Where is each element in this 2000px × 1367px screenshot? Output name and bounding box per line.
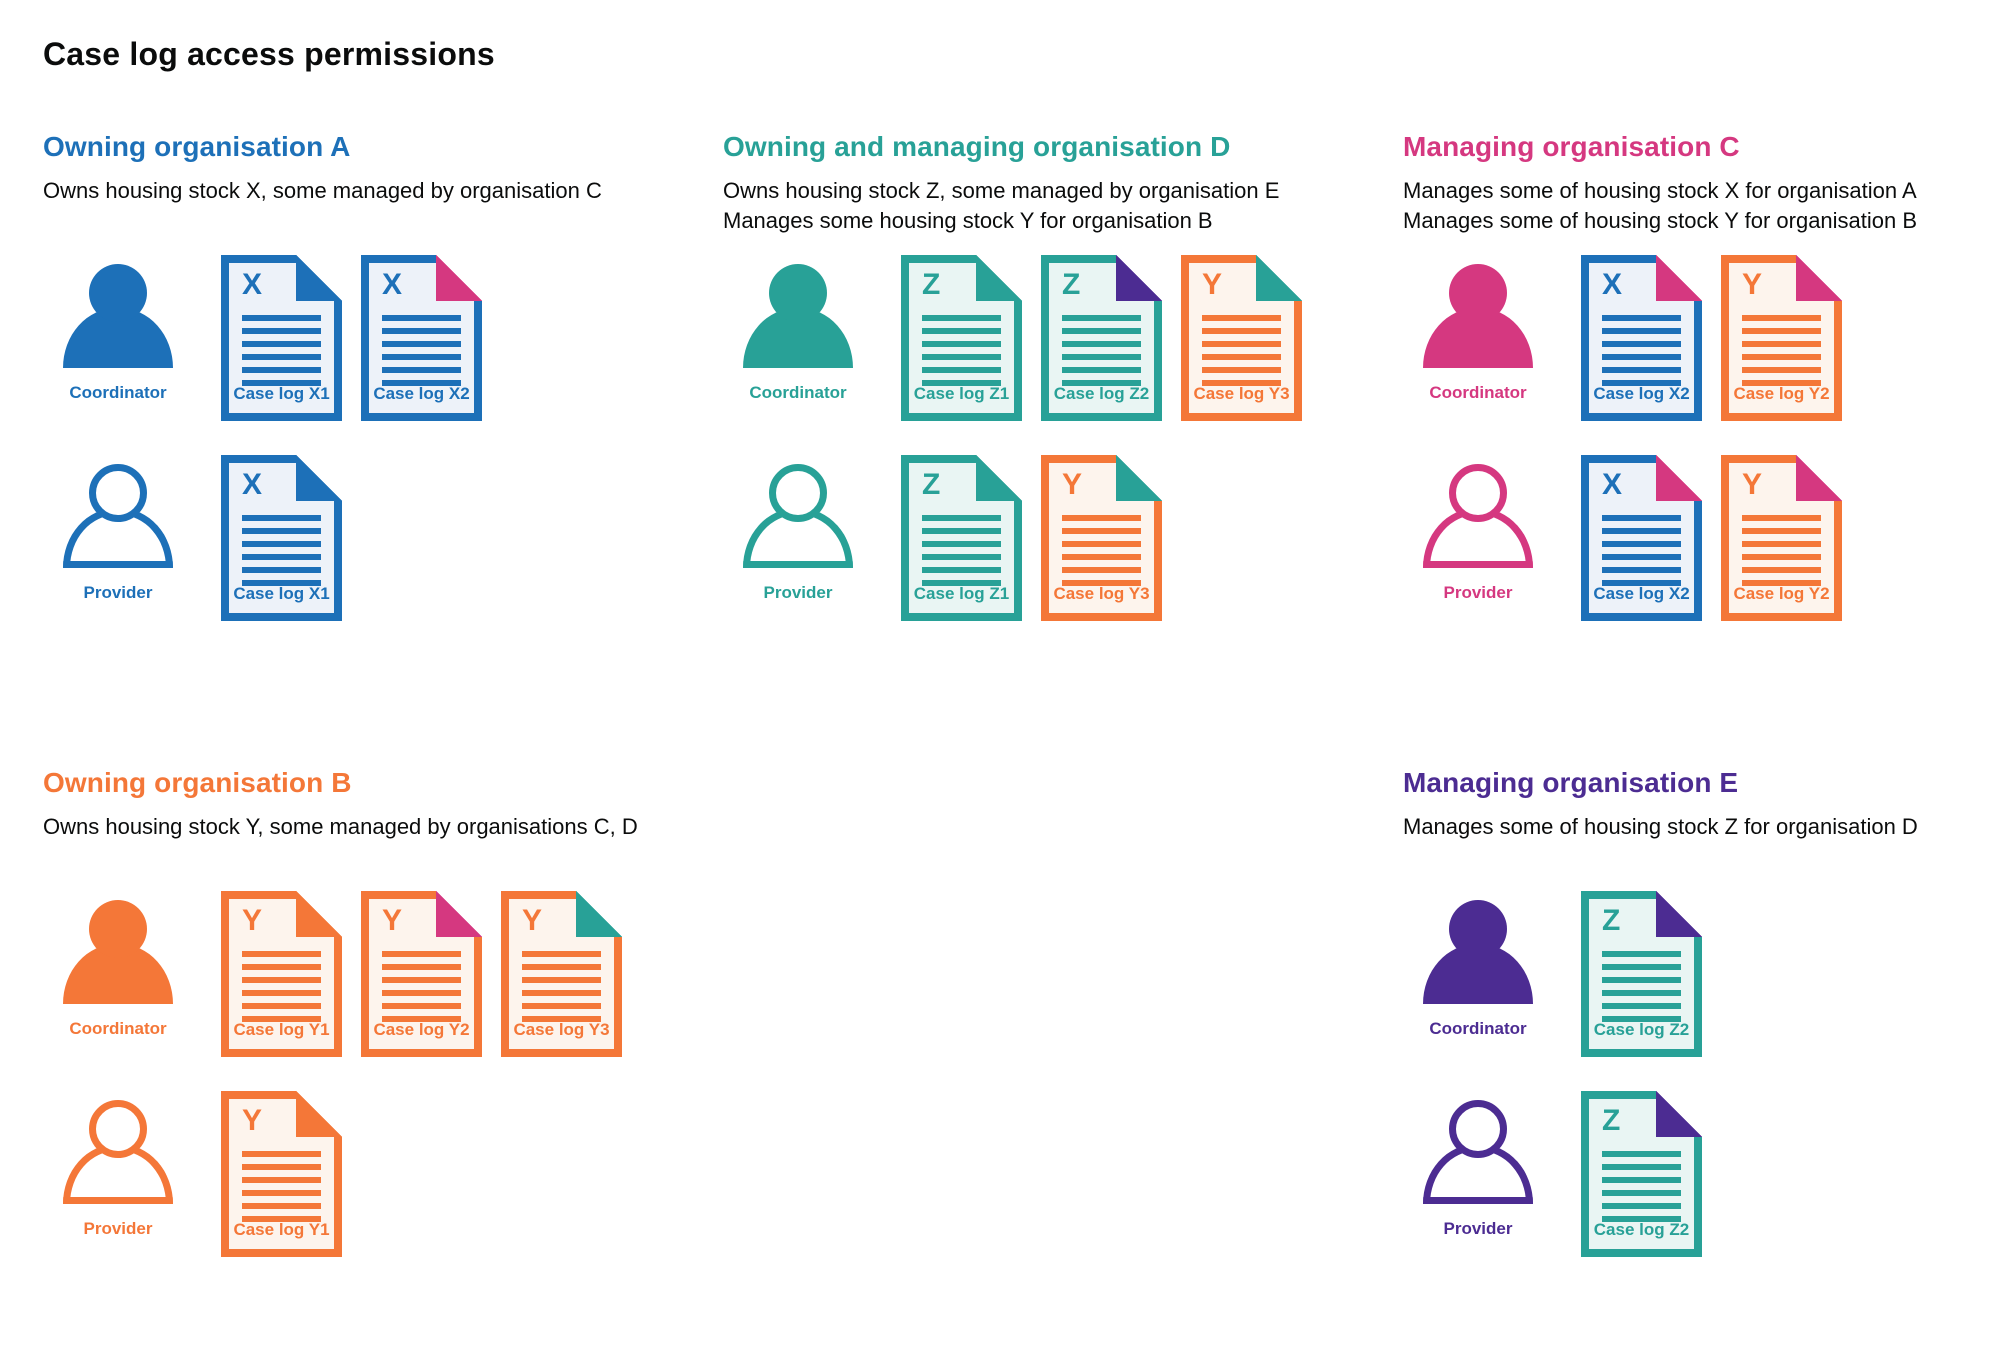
doc-text-line bbox=[1062, 554, 1141, 560]
section-description bbox=[43, 812, 723, 874]
doc-text-line bbox=[382, 1003, 461, 1009]
doc-text-line bbox=[242, 990, 321, 996]
doc-text-lines bbox=[522, 951, 601, 1022]
doc-label: Case log Y3 bbox=[1193, 384, 1290, 403]
doc-text-line bbox=[242, 554, 321, 560]
coordinator-row bbox=[43, 891, 723, 1057]
provider-icon bbox=[1422, 1100, 1534, 1204]
person-head-shape bbox=[1449, 900, 1507, 958]
case-log-docs bbox=[1581, 255, 1842, 421]
doc-text-line bbox=[522, 977, 601, 983]
doc-text-line bbox=[1062, 341, 1141, 347]
doc-text-line bbox=[1602, 367, 1681, 373]
doc-stock-letter: Z bbox=[1602, 1104, 1621, 1137]
provider-block bbox=[723, 464, 873, 603]
section-title: Owning organisation B bbox=[43, 767, 352, 798]
case-log-docs bbox=[1581, 1091, 1702, 1257]
doc-text-line bbox=[1062, 367, 1141, 373]
doc-label: Case log X2 bbox=[1593, 384, 1690, 403]
page-title: Case log access permissions bbox=[43, 36, 495, 72]
doc-text-line bbox=[922, 367, 1001, 373]
case-log-docs bbox=[1581, 891, 1702, 1057]
doc-text-line bbox=[1602, 977, 1681, 983]
section-title: Owning organisation A bbox=[43, 131, 351, 162]
doc-text-line bbox=[242, 367, 321, 373]
doc-text-line bbox=[1742, 528, 1821, 534]
doc-text-lines bbox=[1602, 515, 1681, 586]
case-log-docs bbox=[1581, 455, 1842, 621]
coordinator-icon bbox=[62, 900, 174, 1004]
doc-text-line bbox=[242, 1164, 321, 1170]
doc-label: Case log X2 bbox=[373, 384, 470, 403]
doc-label: Case log Z2 bbox=[1593, 1220, 1690, 1239]
doc-text-lines bbox=[1602, 951, 1681, 1022]
doc-stock-letter: Y bbox=[522, 904, 543, 937]
role-label: Provider bbox=[83, 1219, 153, 1238]
folded-corner-icon bbox=[1656, 455, 1702, 501]
doc-text-line bbox=[1602, 554, 1681, 560]
folded-corner-icon bbox=[436, 255, 482, 301]
doc-text-lines bbox=[242, 951, 321, 1022]
provider-icon bbox=[1422, 464, 1534, 568]
org-section-owning-organisation-b bbox=[43, 767, 723, 1327]
doc-text-line bbox=[242, 354, 321, 360]
doc-text-line bbox=[382, 328, 461, 334]
doc-text-line bbox=[242, 977, 321, 983]
doc-text-lines bbox=[382, 315, 461, 386]
description-line: Manages some housing stock Y for organisation B bbox=[723, 208, 1213, 233]
role-label: Provider bbox=[83, 583, 153, 602]
doc-text-line bbox=[242, 328, 321, 334]
provider-row bbox=[43, 1091, 723, 1257]
doc-text-line bbox=[1742, 328, 1821, 334]
doc-text-line bbox=[522, 990, 601, 996]
doc-text-line bbox=[242, 541, 321, 547]
doc-text-lines bbox=[242, 1151, 321, 1222]
doc-text-line bbox=[382, 964, 461, 970]
doc-text-line bbox=[242, 1003, 321, 1009]
provider-row bbox=[723, 455, 1403, 621]
org-section-owning-organisation-a bbox=[43, 131, 723, 691]
doc-text-line bbox=[1062, 515, 1141, 521]
case-log-doc bbox=[1581, 255, 1702, 421]
provider-icon bbox=[62, 1100, 174, 1204]
coordinator-row bbox=[1403, 255, 2000, 421]
doc-text-line bbox=[1062, 541, 1141, 547]
doc-text-line bbox=[1202, 315, 1281, 321]
doc-text-line bbox=[1602, 964, 1681, 970]
case-log-doc bbox=[221, 255, 342, 421]
section-description bbox=[723, 176, 1403, 238]
doc-label: Case log Y3 bbox=[513, 1020, 610, 1039]
permission-rows bbox=[43, 891, 723, 1257]
doc-text-line bbox=[922, 528, 1001, 534]
sections-grid bbox=[43, 131, 1980, 1327]
case-log-doc bbox=[1181, 255, 1302, 421]
doc-text-line bbox=[922, 354, 1001, 360]
doc-text-lines bbox=[1602, 315, 1681, 386]
doc-text-lines bbox=[1062, 315, 1141, 386]
doc-text-line bbox=[1602, 315, 1681, 321]
doc-label: Case log Y1 bbox=[233, 1220, 330, 1239]
doc-text-line bbox=[1602, 567, 1681, 573]
doc-text-line bbox=[1742, 341, 1821, 347]
doc-label: Case log Y1 bbox=[233, 1020, 330, 1039]
doc-text-line bbox=[1062, 528, 1141, 534]
doc-label: Case log Z2 bbox=[1053, 384, 1150, 403]
case-log-docs bbox=[221, 455, 342, 621]
case-log-doc bbox=[221, 891, 342, 1057]
doc-stock-letter: Y bbox=[242, 904, 263, 937]
description-line: Owns housing stock X, some managed by organisation C bbox=[43, 178, 602, 203]
doc-text-line bbox=[1602, 341, 1681, 347]
description-line: Manages some of housing stock Y for organisation B bbox=[1403, 208, 1918, 233]
folded-corner-icon bbox=[1116, 455, 1162, 501]
folded-corner-icon bbox=[296, 455, 342, 501]
doc-text-lines bbox=[1602, 1151, 1681, 1222]
doc-text-line bbox=[1602, 515, 1681, 521]
case-log-docs bbox=[901, 455, 1162, 621]
doc-stock-letter: Z bbox=[922, 468, 941, 501]
person-head-shape bbox=[1449, 464, 1507, 522]
coordinator-block bbox=[1403, 264, 1553, 403]
doc-label: Case log X1 bbox=[233, 584, 330, 603]
case-log-doc bbox=[1041, 255, 1162, 421]
doc-label: Case log X1 bbox=[233, 384, 330, 403]
coordinator-block bbox=[1403, 900, 1553, 1039]
doc-label: Case log Y2 bbox=[1733, 584, 1830, 603]
doc-stock-letter: Y bbox=[1742, 468, 1763, 501]
folded-corner-icon bbox=[296, 255, 342, 301]
doc-text-line bbox=[1602, 528, 1681, 534]
doc-label: Case log Y3 bbox=[1053, 584, 1150, 603]
doc-text-line bbox=[242, 1177, 321, 1183]
doc-text-line bbox=[1742, 554, 1821, 560]
case-log-docs bbox=[221, 1091, 342, 1257]
folded-corner-icon bbox=[1796, 455, 1842, 501]
section-title: Managing organisation E bbox=[1403, 767, 1739, 798]
doc-text-line bbox=[922, 341, 1001, 347]
doc-text-lines bbox=[1742, 515, 1821, 586]
folded-corner-icon bbox=[1116, 255, 1162, 301]
doc-text-line bbox=[522, 1003, 601, 1009]
doc-text-line bbox=[1742, 315, 1821, 321]
doc-text-lines bbox=[922, 515, 1001, 586]
doc-label: Case log Z2 bbox=[1593, 1020, 1690, 1039]
doc-text-line bbox=[1602, 951, 1681, 957]
doc-text-line bbox=[1602, 990, 1681, 996]
folded-corner-icon bbox=[1656, 255, 1702, 301]
doc-text-line bbox=[382, 354, 461, 360]
doc-text-line bbox=[1602, 1164, 1681, 1170]
doc-text-lines bbox=[382, 951, 461, 1022]
doc-text-line bbox=[922, 541, 1001, 547]
permission-rows bbox=[723, 255, 1403, 621]
doc-text-line bbox=[922, 315, 1001, 321]
doc-stock-letter: Y bbox=[382, 904, 403, 937]
doc-text-line bbox=[1742, 567, 1821, 573]
doc-stock-letter: Z bbox=[1602, 904, 1621, 937]
doc-stock-letter: Y bbox=[1202, 268, 1223, 301]
person-head-shape bbox=[89, 264, 147, 322]
doc-text-line bbox=[1602, 354, 1681, 360]
doc-text-line bbox=[922, 567, 1001, 573]
doc-text-line bbox=[382, 951, 461, 957]
provider-icon bbox=[62, 464, 174, 568]
case-log-doc bbox=[1721, 455, 1842, 621]
person-head-shape bbox=[1449, 264, 1507, 322]
doc-text-line bbox=[1602, 328, 1681, 334]
org-section-owning-and-managing-organisation-d bbox=[723, 131, 1403, 691]
role-label: Coordinator bbox=[749, 383, 847, 402]
doc-label: Case log Y2 bbox=[373, 1020, 470, 1039]
doc-stock-letter: Z bbox=[1062, 268, 1081, 301]
person-head-shape bbox=[1449, 1100, 1507, 1158]
coordinator-icon bbox=[742, 264, 854, 368]
person-head-shape bbox=[89, 464, 147, 522]
folded-corner-icon bbox=[296, 1091, 342, 1137]
doc-text-line bbox=[242, 515, 321, 521]
folded-corner-icon bbox=[1656, 891, 1702, 937]
folded-corner-icon bbox=[976, 255, 1022, 301]
case-log-docs bbox=[221, 891, 622, 1057]
folded-corner-icon bbox=[1256, 255, 1302, 301]
doc-text-line bbox=[382, 977, 461, 983]
case-log-doc bbox=[501, 891, 622, 1057]
org-section-managing-organisation-c bbox=[1403, 131, 2000, 691]
doc-text-line bbox=[922, 515, 1001, 521]
doc-text-line bbox=[1742, 541, 1821, 547]
provider-row bbox=[1403, 455, 2000, 621]
doc-stock-letter: X bbox=[382, 268, 403, 301]
doc-stock-letter: Z bbox=[922, 268, 941, 301]
role-label: Provider bbox=[763, 583, 833, 602]
coordinator-block bbox=[723, 264, 873, 403]
doc-text-line bbox=[1062, 354, 1141, 360]
doc-label: Case log Y2 bbox=[1733, 384, 1830, 403]
doc-text-line bbox=[382, 341, 461, 347]
coordinator-icon bbox=[1422, 900, 1534, 1004]
doc-text-line bbox=[922, 554, 1001, 560]
description-line: Manages some of housing stock X for organisation A bbox=[1403, 178, 1917, 203]
doc-text-lines bbox=[242, 315, 321, 386]
provider-row bbox=[43, 455, 723, 621]
provider-block bbox=[1403, 464, 1553, 603]
doc-text-line bbox=[1602, 1177, 1681, 1183]
provider-row bbox=[1403, 1091, 2000, 1257]
section-description bbox=[1403, 812, 2000, 874]
folded-corner-icon bbox=[576, 891, 622, 937]
doc-stock-letter: Y bbox=[242, 1104, 263, 1137]
doc-text-lines bbox=[1062, 515, 1141, 586]
provider-block bbox=[43, 1100, 193, 1239]
permission-rows bbox=[1403, 255, 2000, 621]
section-title: Managing organisation C bbox=[1403, 131, 1740, 162]
doc-text-line bbox=[382, 367, 461, 373]
role-label: Provider bbox=[1443, 1219, 1513, 1238]
doc-label: Case log X2 bbox=[1593, 584, 1690, 603]
section-description bbox=[1403, 176, 2000, 238]
doc-text-line bbox=[1742, 354, 1821, 360]
doc-text-lines bbox=[1742, 315, 1821, 386]
coordinator-row bbox=[1403, 891, 2000, 1057]
coordinator-icon bbox=[62, 264, 174, 368]
doc-text-lines bbox=[1202, 315, 1281, 386]
case-log-docs bbox=[221, 255, 482, 421]
person-head-shape bbox=[769, 464, 827, 522]
provider-block bbox=[43, 464, 193, 603]
person-head-shape bbox=[89, 900, 147, 958]
coordinator-icon bbox=[1422, 264, 1534, 368]
doc-text-line bbox=[1602, 1003, 1681, 1009]
doc-stock-letter: X bbox=[1602, 268, 1623, 301]
doc-label: Case log Z1 bbox=[913, 384, 1010, 403]
doc-text-line bbox=[242, 964, 321, 970]
permission-rows bbox=[43, 255, 723, 621]
case-log-doc bbox=[1581, 1091, 1702, 1257]
case-log-doc bbox=[901, 455, 1022, 621]
doc-stock-letter: X bbox=[1602, 468, 1623, 501]
doc-text-line bbox=[1202, 328, 1281, 334]
role-label: Coordinator bbox=[1429, 1019, 1527, 1038]
role-label: Coordinator bbox=[1429, 383, 1527, 402]
doc-text-line bbox=[1062, 328, 1141, 334]
doc-text-line bbox=[1602, 1203, 1681, 1209]
doc-text-line bbox=[1062, 567, 1141, 573]
description-line: Manages some of housing stock Z for organisation D bbox=[1403, 814, 1918, 839]
doc-text-line bbox=[242, 1203, 321, 1209]
doc-text-line bbox=[522, 964, 601, 970]
doc-stock-letter: Y bbox=[1742, 268, 1763, 301]
folded-corner-icon bbox=[1656, 1091, 1702, 1137]
coordinator-row bbox=[723, 255, 1403, 421]
coordinator-block bbox=[43, 900, 193, 1039]
doc-text-lines bbox=[922, 315, 1001, 386]
doc-text-line bbox=[242, 528, 321, 534]
doc-text-lines bbox=[242, 515, 321, 586]
case-log-doc bbox=[1041, 455, 1162, 621]
doc-text-line bbox=[1062, 315, 1141, 321]
doc-text-line bbox=[1202, 354, 1281, 360]
doc-label: Case log Z1 bbox=[913, 584, 1010, 603]
doc-text-line bbox=[1202, 341, 1281, 347]
role-label: Provider bbox=[1443, 583, 1513, 602]
role-label: Coordinator bbox=[69, 1019, 167, 1038]
section-description bbox=[43, 176, 723, 238]
folded-corner-icon bbox=[976, 455, 1022, 501]
coordinator-block bbox=[43, 264, 193, 403]
doc-text-line bbox=[922, 328, 1001, 334]
case-log-doc bbox=[1581, 891, 1702, 1057]
case-log-doc bbox=[901, 255, 1022, 421]
doc-text-line bbox=[1742, 515, 1821, 521]
permission-rows bbox=[1403, 891, 2000, 1257]
case-log-doc bbox=[221, 1091, 342, 1257]
doc-text-line bbox=[242, 951, 321, 957]
doc-text-line bbox=[242, 315, 321, 321]
coordinator-row bbox=[43, 255, 723, 421]
role-label: Coordinator bbox=[69, 383, 167, 402]
case-log-doc bbox=[361, 891, 482, 1057]
doc-text-line bbox=[382, 315, 461, 321]
section-title: Owning and managing organisation D bbox=[723, 131, 1231, 162]
description-line: Owns housing stock Y, some managed by organisations C, D bbox=[43, 814, 638, 839]
doc-text-line bbox=[1202, 367, 1281, 373]
doc-text-line bbox=[1742, 367, 1821, 373]
provider-block bbox=[1403, 1100, 1553, 1239]
case-log-doc bbox=[1721, 255, 1842, 421]
description-line: Owns housing stock Z, some managed by organisation E bbox=[723, 178, 1280, 203]
doc-stock-letter: Y bbox=[1062, 468, 1083, 501]
provider-icon bbox=[742, 464, 854, 568]
doc-text-line bbox=[522, 951, 601, 957]
folded-corner-icon bbox=[296, 891, 342, 937]
case-log-doc bbox=[1581, 455, 1702, 621]
person-head-shape bbox=[89, 1100, 147, 1158]
doc-stock-letter: X bbox=[242, 268, 263, 301]
doc-text-line bbox=[1602, 541, 1681, 547]
doc-text-line bbox=[1602, 1151, 1681, 1157]
doc-text-line bbox=[242, 1190, 321, 1196]
folded-corner-icon bbox=[436, 891, 482, 937]
case-log-doc bbox=[361, 255, 482, 421]
doc-text-line bbox=[1602, 1190, 1681, 1196]
folded-corner-icon bbox=[1796, 255, 1842, 301]
doc-text-line bbox=[242, 341, 321, 347]
doc-text-line bbox=[242, 567, 321, 573]
doc-stock-letter: X bbox=[242, 468, 263, 501]
case-log-doc bbox=[221, 455, 342, 621]
person-head-shape bbox=[769, 264, 827, 322]
doc-text-line bbox=[382, 990, 461, 996]
org-section-managing-organisation-e bbox=[1403, 767, 2000, 1327]
doc-text-line bbox=[242, 1151, 321, 1157]
case-log-docs bbox=[901, 255, 1302, 421]
